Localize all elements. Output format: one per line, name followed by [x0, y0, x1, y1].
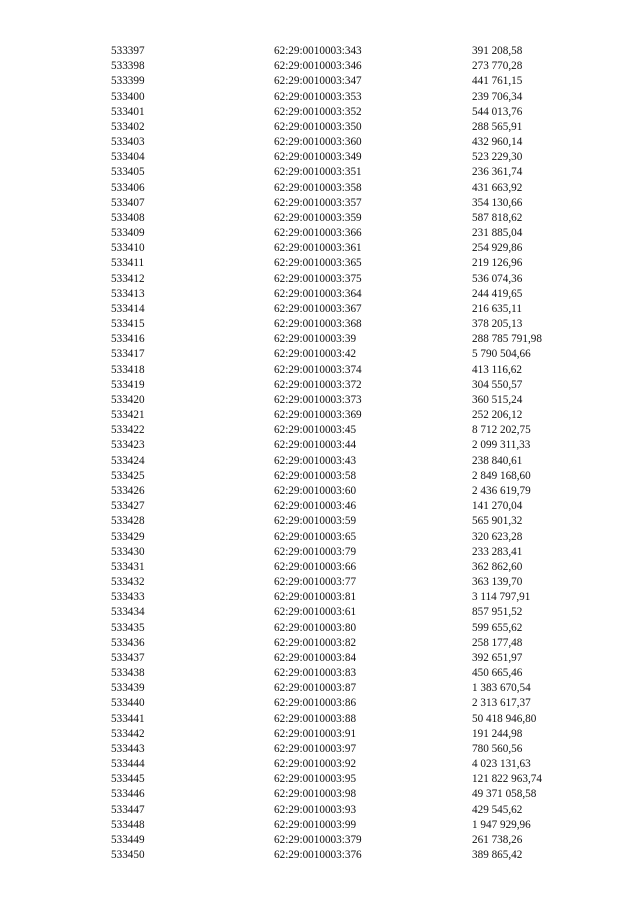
table-row: [0, 818, 640, 833]
cadastral-number-cell: 62:29:0010003:44: [274, 439, 357, 452]
cadastral-number-cell: 62:29:0010003:347: [274, 75, 362, 88]
cadastral-number-cell: 62:29:0010003:80: [274, 621, 357, 634]
table-row: [0, 302, 640, 317]
table-row: [0, 59, 640, 74]
cadastral-number-cell: 62:29:0010003:45: [274, 424, 357, 437]
row-number-cell: 533420: [111, 393, 145, 406]
table-row: [0, 530, 640, 545]
table-row: [0, 605, 640, 620]
cadastral-number-cell: 62:29:0010003:350: [274, 120, 362, 133]
row-number-cell: 533443: [111, 742, 145, 755]
cadastral-number-cell: 62:29:0010003:368: [274, 318, 362, 331]
cadastral-number-cell: 62:29:0010003:353: [274, 90, 362, 103]
cadastral-value-cell: 392 651,97: [472, 651, 523, 664]
cadastral-number-cell: 62:29:0010003:373: [274, 393, 362, 406]
cadastral-value-cell: 360 515,24: [472, 393, 523, 406]
cadastral-value-cell: 320 623,28: [472, 530, 523, 543]
table-row: [0, 681, 640, 696]
row-number-cell: 533429: [111, 530, 145, 543]
row-number-cell: 533432: [111, 576, 145, 589]
cadastral-number-cell: 62:29:0010003:43: [274, 454, 357, 467]
cadastral-value-cell: 450 665,46: [472, 667, 523, 680]
row-number-cell: 533435: [111, 621, 145, 634]
row-number-cell: 533410: [111, 242, 145, 255]
cadastral-number-cell: 62:29:0010003:86: [274, 697, 357, 710]
table-row: [0, 256, 640, 271]
table-row: [0, 651, 640, 666]
row-number-cell: 533436: [111, 636, 145, 649]
cadastral-number-cell: 62:29:0010003:65: [274, 530, 357, 543]
row-number-cell: 533439: [111, 682, 145, 695]
cadastral-value-cell: 236 361,74: [472, 166, 523, 179]
table-row: [0, 469, 640, 484]
cadastral-number-cell: 62:29:0010003:66: [274, 560, 357, 573]
table-row: [0, 120, 640, 135]
cadastral-value-cell: 219 126,96: [472, 257, 523, 270]
row-number-cell: 533444: [111, 758, 145, 771]
row-number-cell: 533414: [111, 302, 145, 315]
cadastral-value-cell: 429 545,62: [472, 803, 523, 816]
row-number-cell: 533418: [111, 363, 145, 376]
row-number-cell: 533440: [111, 697, 145, 710]
row-number-cell: 533402: [111, 120, 145, 133]
cadastral-value-cell: 1 947 929,96: [472, 818, 531, 831]
cadastral-value-cell: 1 383 670,54: [472, 682, 531, 695]
table-row: [0, 621, 640, 636]
cadastral-number-cell: 62:29:0010003:364: [274, 287, 362, 300]
row-number-cell: 533448: [111, 818, 145, 831]
cadastral-number-cell: 62:29:0010003:376: [274, 849, 362, 862]
row-number-cell: 533450: [111, 849, 145, 862]
cadastral-value-cell: 857 951,52: [472, 606, 523, 619]
row-number-cell: 533397: [111, 45, 145, 57]
row-number-cell: 533445: [111, 773, 145, 786]
row-number-cell: 533426: [111, 484, 145, 497]
cadastral-value-cell: 141 270,04: [472, 500, 523, 513]
table-row: [0, 848, 640, 863]
row-number-cell: 533415: [111, 318, 145, 331]
table-row: [0, 393, 640, 408]
cadastral-value-cell: 2 436 619,79: [472, 484, 531, 497]
cadastral-value-cell: 389 865,42: [472, 849, 523, 862]
cadastral-value-cell: 441 761,15: [472, 75, 523, 88]
table-row: [0, 317, 640, 332]
cadastral-number-cell: 62:29:0010003:91: [274, 727, 357, 740]
cadastral-value-cell: 2 099 311,33: [472, 439, 531, 452]
table-row: [0, 545, 640, 560]
cadastral-value-cell: 565 901,32: [472, 515, 523, 528]
cadastral-number-cell: 62:29:0010003:372: [274, 378, 362, 391]
table-row: [0, 241, 640, 256]
cadastral-number-cell: 62:29:0010003:346: [274, 60, 362, 73]
table-row: [0, 787, 640, 802]
cadastral-value-cell: 354 130,66: [472, 196, 523, 209]
table-row: [0, 499, 640, 514]
table-row: [0, 575, 640, 590]
cadastral-number-cell: 62:29:0010003:46: [274, 500, 357, 513]
cadastral-number-cell: 62:29:0010003:87: [274, 682, 357, 695]
table-row: [0, 347, 640, 362]
cadastral-number-cell: 62:29:0010003:367: [274, 302, 362, 315]
cadastral-value-cell: 216 635,11: [472, 302, 522, 315]
cadastral-number-cell: 62:29:0010003:84: [274, 651, 357, 664]
cadastral-number-cell: 62:29:0010003:361: [274, 242, 362, 255]
cadastral-number-cell: 62:29:0010003:93: [274, 803, 357, 816]
cadastral-number-cell: 62:29:0010003:357: [274, 196, 362, 209]
row-number-cell: 533437: [111, 651, 145, 664]
table-row: [0, 44, 640, 59]
table-row: [0, 727, 640, 742]
row-number-cell: 533424: [111, 454, 145, 467]
table-row: [0, 560, 640, 575]
cadastral-number-cell: 62:29:0010003:97: [274, 742, 357, 755]
cadastral-number-cell: 62:29:0010003:60: [274, 484, 357, 497]
cadastral-value-cell: 523 229,30: [472, 151, 523, 164]
table-row: [0, 590, 640, 605]
table-row: [0, 287, 640, 302]
row-number-cell: 533428: [111, 515, 145, 528]
row-number-cell: 533408: [111, 211, 145, 224]
table-row: [0, 696, 640, 711]
row-number-cell: 533441: [111, 712, 145, 725]
cadastral-number-cell: 62:29:0010003:39: [274, 333, 357, 346]
table-row: [0, 803, 640, 818]
cadastral-number-cell: 62:29:0010003:369: [274, 409, 362, 422]
table-row: [0, 90, 640, 105]
cadastral-value-cell: 288 785 791,98: [472, 333, 542, 346]
cadastral-number-cell: 62:29:0010003:366: [274, 227, 362, 240]
cadastral-value-cell: 231 885,04: [472, 227, 523, 240]
cadastral-value-cell: 258 177,48: [472, 636, 523, 649]
cadastral-number-cell: 62:29:0010003:349: [274, 151, 362, 164]
table-row: [0, 484, 640, 499]
cadastral-value-cell: 5 790 504,66: [472, 348, 531, 361]
table-row: [0, 332, 640, 347]
cadastral-number-cell: 62:29:0010003:61: [274, 606, 357, 619]
cadastral-number-cell: 62:29:0010003:99: [274, 818, 357, 831]
row-number-cell: 533409: [111, 227, 145, 240]
row-number-cell: 533422: [111, 424, 145, 437]
row-number-cell: 533413: [111, 287, 145, 300]
cadastral-value-cell: 233 283,41: [472, 545, 523, 558]
cadastral-value-cell: 273 770,28: [472, 60, 523, 73]
cadastral-value-cell: 2 313 617,37: [472, 697, 531, 710]
table-row: [0, 636, 640, 651]
table-row: [0, 363, 640, 378]
cadastral-value-cell: 304 550,57: [472, 378, 523, 391]
cadastral-number-cell: 62:29:0010003:58: [274, 469, 357, 482]
cadastral-value-cell: 261 738,26: [472, 833, 523, 846]
table-row: [0, 196, 640, 211]
cadastral-value-cell: 780 560,56: [472, 742, 523, 755]
table-row: [0, 378, 640, 393]
cadastral-value-cell: 254 929,86: [472, 242, 523, 255]
row-number-cell: 533430: [111, 545, 145, 558]
row-number-cell: 533400: [111, 90, 145, 103]
cadastral-value-cell: 244 419,65: [472, 287, 523, 300]
table-row: [0, 423, 640, 438]
cadastral-number-cell: 62:29:0010003:95: [274, 773, 357, 786]
cadastral-number-cell: 62:29:0010003:88: [274, 712, 357, 725]
cadastral-value-cell: 50 418 946,80: [472, 712, 537, 725]
cadastral-number-cell: 62:29:0010003:82: [274, 636, 357, 649]
row-number-cell: 533419: [111, 378, 145, 391]
cadastral-number-cell: 62:29:0010003:83: [274, 667, 357, 680]
table-row: [0, 165, 640, 180]
table-row: [0, 226, 640, 241]
row-number-cell: 533421: [111, 409, 145, 422]
cadastral-value-cell: 191 244,98: [472, 727, 523, 740]
cadastral-value-cell: 378 205,13: [472, 318, 523, 331]
row-number-cell: 533433: [111, 591, 145, 604]
cadastral-value-table: [0, 44, 640, 863]
cadastral-value-cell: 391 208,58: [472, 45, 523, 57]
cadastral-number-cell: 62:29:0010003:352: [274, 105, 362, 118]
cadastral-value-cell: 49 371 058,58: [472, 788, 537, 801]
cadastral-number-cell: 62:29:0010003:359: [274, 211, 362, 224]
row-number-cell: 533403: [111, 136, 145, 149]
cadastral-number-cell: 62:29:0010003:360: [274, 136, 362, 149]
cadastral-number-cell: 62:29:0010003:81: [274, 591, 357, 604]
cadastral-number-cell: 62:29:0010003:374: [274, 363, 362, 376]
cadastral-number-cell: 62:29:0010003:92: [274, 758, 357, 771]
table-row: [0, 772, 640, 787]
cadastral-value-cell: 587 818,62: [472, 211, 523, 224]
row-number-cell: 533442: [111, 727, 145, 740]
cadastral-number-cell: 62:29:0010003:59: [274, 515, 357, 528]
row-number-cell: 533427: [111, 500, 145, 513]
cadastral-value-cell: 413 116,62: [472, 363, 522, 376]
table-row: [0, 666, 640, 681]
row-number-cell: 533423: [111, 439, 145, 452]
cadastral-number-cell: 62:29:0010003:79: [274, 545, 357, 558]
table-row: [0, 150, 640, 165]
table-row: [0, 454, 640, 469]
row-number-cell: 533401: [111, 105, 145, 118]
table-row: [0, 757, 640, 772]
cadastral-value-cell: 8 712 202,75: [472, 424, 531, 437]
cadastral-number-cell: 62:29:0010003:98: [274, 788, 357, 801]
cadastral-value-cell: 432 960,14: [472, 136, 523, 149]
table-row: [0, 74, 640, 89]
cadastral-value-cell: 238 840,61: [472, 454, 523, 467]
cadastral-value-cell: 2 849 168,60: [472, 469, 531, 482]
row-number-cell: 533407: [111, 196, 145, 209]
cadastral-value-cell: 252 206,12: [472, 409, 523, 422]
table-row: [0, 742, 640, 757]
table-row: [0, 438, 640, 453]
row-number-cell: 533399: [111, 75, 145, 88]
table-row: [0, 408, 640, 423]
row-number-cell: 533411: [111, 257, 145, 270]
cadastral-value-cell: 288 565,91: [472, 120, 523, 133]
cadastral-value-cell: 239 706,34: [472, 90, 523, 103]
cadastral-number-cell: 62:29:0010003:379: [274, 833, 362, 846]
cadastral-number-cell: 62:29:0010003:77: [274, 576, 357, 589]
row-number-cell: 533412: [111, 272, 145, 285]
table-row: [0, 105, 640, 120]
row-number-cell: 533404: [111, 151, 145, 164]
cadastral-number-cell: 62:29:0010003:42: [274, 348, 357, 361]
row-number-cell: 533434: [111, 606, 145, 619]
table-row: [0, 833, 640, 848]
row-number-cell: 533398: [111, 60, 145, 73]
cadastral-value-cell: 121 822 963,74: [472, 773, 542, 786]
cadastral-value-cell: 3 114 797,91: [472, 591, 531, 604]
row-number-cell: 533406: [111, 181, 145, 194]
cadastral-number-cell: 62:29:0010003:351: [274, 166, 362, 179]
cadastral-value-cell: 544 013,76: [472, 105, 523, 118]
cadastral-number-cell: 62:29:0010003:375: [274, 272, 362, 285]
row-number-cell: 533446: [111, 788, 145, 801]
table-row: [0, 135, 640, 150]
cadastral-number-cell: 62:29:0010003:365: [274, 257, 362, 270]
row-number-cell: 533405: [111, 166, 145, 179]
table-row: [0, 272, 640, 287]
cadastral-value-cell: 431 663,92: [472, 181, 523, 194]
row-number-cell: 533425: [111, 469, 145, 482]
table-row: [0, 712, 640, 727]
cadastral-number-cell: 62:29:0010003:358: [274, 181, 362, 194]
cadastral-value-cell: 362 862,60: [472, 560, 523, 573]
table-row: [0, 514, 640, 529]
row-number-cell: 533431: [111, 560, 145, 573]
cadastral-number-cell: 62:29:0010003:343: [274, 45, 362, 57]
row-number-cell: 533447: [111, 803, 145, 816]
cadastral-value-cell: 599 655,62: [472, 621, 523, 634]
cadastral-value-cell: 363 139,70: [472, 576, 523, 589]
row-number-cell: 533449: [111, 833, 145, 846]
cadastral-value-cell: 536 074,36: [472, 272, 523, 285]
row-number-cell: 533438: [111, 667, 145, 680]
table-row: [0, 211, 640, 226]
row-number-cell: 533416: [111, 333, 145, 346]
cadastral-value-cell: 4 023 131,63: [472, 758, 531, 771]
row-number-cell: 533417: [111, 348, 145, 361]
table-row: [0, 181, 640, 196]
